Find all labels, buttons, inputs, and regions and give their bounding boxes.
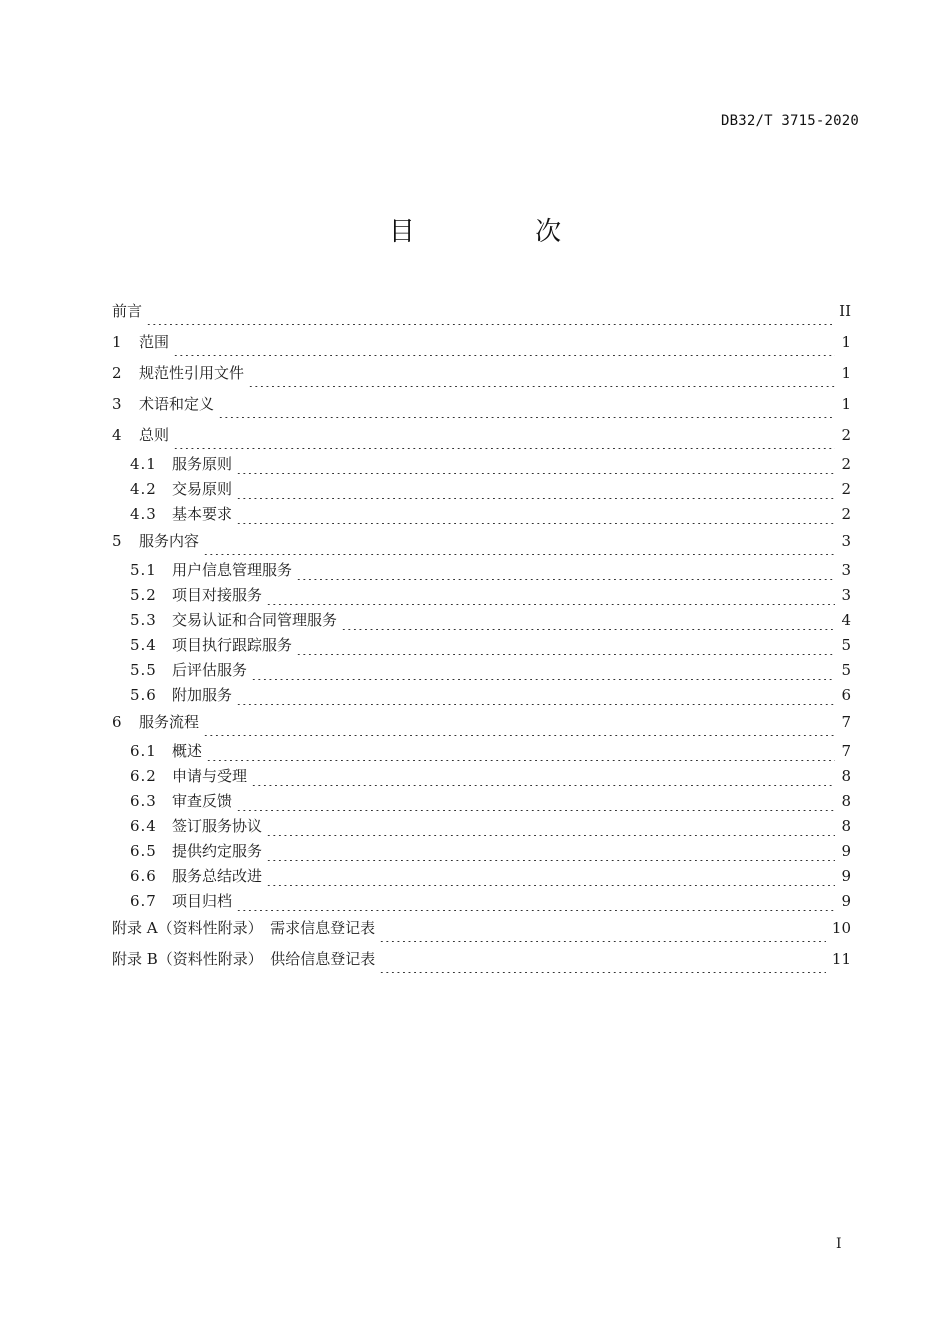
- toc-entry-label: 项目对接服务: [172, 586, 263, 604]
- toc-entry-number: 6.3: [130, 792, 157, 810]
- toc-entry-label: 项目执行跟踪服务: [172, 636, 293, 654]
- toc-entry[interactable]: [112, 791, 851, 816]
- toc-entry-page: 8: [841, 767, 851, 785]
- dot-leader: [203, 735, 835, 736]
- dot-leader: [236, 810, 835, 811]
- toc-entry-number: 6.6: [130, 867, 157, 885]
- toc-entry[interactable]: [112, 635, 851, 660]
- toc-entry-label: 附加服务: [172, 686, 233, 704]
- toc-entry[interactable]: [112, 504, 851, 529]
- toc-entry-number: 4.2: [130, 480, 157, 498]
- document-code: DB32/T 3715-2020: [720, 113, 859, 129]
- toc-entry-label: 服务总结改进: [172, 867, 263, 885]
- toc-entry[interactable]: [112, 454, 851, 479]
- toc-entry-number: 4.1: [130, 455, 157, 473]
- toc-entry-page: 1: [841, 364, 851, 382]
- toc-entry-label: 服务原则: [172, 455, 233, 473]
- dot-leader: [266, 604, 835, 605]
- toc-entry-number: 6.5: [130, 842, 157, 860]
- toc-entry-label: 前言: [112, 302, 143, 320]
- toc-entry-label: 服务内容: [139, 532, 200, 550]
- toc-entry-label: 规范性引用文件: [139, 364, 245, 382]
- dot-leader: [251, 679, 835, 680]
- toc-entry-number: 4: [112, 426, 122, 444]
- dot-leader: [251, 785, 835, 786]
- toc-entry-label: 术语和定义: [139, 395, 215, 413]
- toc-entry-label: 附录 A（资料性附录） 需求信息登记表: [112, 919, 376, 937]
- toc-entry-page: 7: [841, 713, 851, 731]
- toc-entry-page: 9: [841, 867, 851, 885]
- toc-entry-label: 提供约定服务: [172, 842, 263, 860]
- dot-leader: [146, 324, 833, 325]
- toc-entry-number: 5.3: [130, 611, 157, 629]
- toc-entry[interactable]: [112, 299, 851, 330]
- toc-entry-label: 范围: [139, 333, 170, 351]
- toc-entry[interactable]: [112, 610, 851, 635]
- toc-entry[interactable]: [112, 916, 851, 947]
- toc-entry-page: 9: [841, 842, 851, 860]
- toc-entry[interactable]: [112, 891, 851, 916]
- dot-leader: [266, 835, 835, 836]
- toc-entry-page: 2: [841, 455, 851, 473]
- dot-leader: [236, 704, 835, 705]
- toc-entry-label: 服务流程: [139, 713, 200, 731]
- toc-entry-number: 5.5: [130, 661, 157, 679]
- toc-entry-page: 3: [841, 532, 851, 550]
- toc-entry-page: 7: [841, 742, 851, 760]
- dot-leader: [218, 417, 835, 418]
- toc-entry-label: 用户信息管理服务: [172, 561, 293, 579]
- toc-entry-label: 基本要求: [172, 505, 233, 523]
- toc-entry[interactable]: [112, 866, 851, 891]
- dot-leader: [206, 760, 835, 761]
- toc-entry-page: 10: [831, 919, 851, 937]
- toc-entry-page: II: [839, 302, 851, 320]
- toc-entry[interactable]: [112, 560, 851, 585]
- toc-entry-page: 9: [841, 892, 851, 910]
- page-number: I: [836, 1236, 842, 1252]
- toc-entry-page: 5: [841, 636, 851, 654]
- toc-entry-number: 6.1: [130, 742, 157, 760]
- toc-entry-number: 6: [112, 713, 122, 731]
- toc-entry-number: 2: [112, 364, 122, 382]
- toc-entry-label: 总则: [139, 426, 170, 444]
- toc-entry-number: 6.2: [130, 767, 157, 785]
- toc-entry-page: 2: [841, 505, 851, 523]
- page-title: 目 次: [388, 217, 618, 247]
- toc-entry-label: 申请与受理: [172, 767, 248, 785]
- toc-entry[interactable]: [112, 741, 851, 766]
- toc-entry-page: 11: [831, 950, 851, 968]
- dot-leader: [236, 910, 835, 911]
- dot-leader: [203, 554, 835, 555]
- toc-entry-label: 概述: [172, 742, 203, 760]
- toc-entry[interactable]: [112, 710, 851, 741]
- dot-leader: [379, 941, 826, 942]
- dot-leader: [236, 498, 835, 499]
- toc-entry[interactable]: [112, 585, 851, 610]
- toc-entry[interactable]: [112, 766, 851, 791]
- toc-entry-page: 3: [841, 586, 851, 604]
- toc-entry-label: 交易原则: [172, 480, 233, 498]
- toc-entry[interactable]: [112, 660, 851, 685]
- toc-entry-number: 5.6: [130, 686, 157, 704]
- toc-entry-number: 6.7: [130, 892, 157, 910]
- toc-entry[interactable]: [112, 816, 851, 841]
- toc-entry-page: 8: [841, 817, 851, 835]
- toc-entry-label: 签订服务协议: [172, 817, 263, 835]
- toc-entry-label: 后评估服务: [172, 661, 248, 679]
- toc-entry-label: 审查反馈: [172, 792, 233, 810]
- toc-entry-number: 1: [112, 333, 122, 351]
- toc-entry[interactable]: [112, 361, 851, 392]
- dot-leader: [248, 386, 835, 387]
- toc-entry-page: 4: [841, 611, 851, 629]
- toc-entry-number: 3: [112, 395, 122, 413]
- dot-leader: [341, 629, 835, 630]
- toc-entry[interactable]: [112, 330, 851, 361]
- toc-entry-page: 8: [841, 792, 851, 810]
- toc-entry-number: 5: [112, 532, 122, 550]
- toc-entry-label: 项目归档: [172, 892, 233, 910]
- toc-entry[interactable]: [112, 947, 851, 978]
- table-of-contents: [112, 299, 851, 978]
- toc-entry-label: 交易认证和合同管理服务: [172, 611, 338, 629]
- dot-leader: [236, 523, 835, 524]
- dot-leader: [296, 579, 835, 580]
- dot-leader: [236, 473, 835, 474]
- toc-entry[interactable]: [112, 479, 851, 504]
- toc-entry[interactable]: [112, 841, 851, 866]
- dot-leader: [266, 885, 835, 886]
- toc-entry[interactable]: [112, 685, 851, 710]
- toc-entry-number: 5.4: [130, 636, 157, 654]
- toc-entry-page: 2: [841, 480, 851, 498]
- dot-leader: [296, 654, 835, 655]
- toc-entry[interactable]: [112, 423, 851, 454]
- toc-entry[interactable]: [112, 529, 851, 560]
- toc-entry-label: 附录 B（资料性附录） 供给信息登记表: [112, 950, 376, 968]
- toc-entry-number: 5.2: [130, 586, 157, 604]
- toc-entry[interactable]: [112, 392, 851, 423]
- toc-entry-page: 5: [841, 661, 851, 679]
- toc-entry-number: 4.3: [130, 505, 157, 523]
- dot-leader: [173, 355, 835, 356]
- toc-entry-page: 6: [841, 686, 851, 704]
- toc-entry-number: 5.1: [130, 561, 157, 579]
- dot-leader: [379, 972, 826, 973]
- toc-entry-page: 3: [841, 561, 851, 579]
- toc-entry-page: 1: [841, 333, 851, 351]
- dot-leader: [173, 448, 835, 449]
- dot-leader: [266, 860, 835, 861]
- toc-entry-page: 2: [841, 426, 851, 444]
- toc-entry-page: 1: [841, 395, 851, 413]
- toc-entry-number: 6.4: [130, 817, 157, 835]
